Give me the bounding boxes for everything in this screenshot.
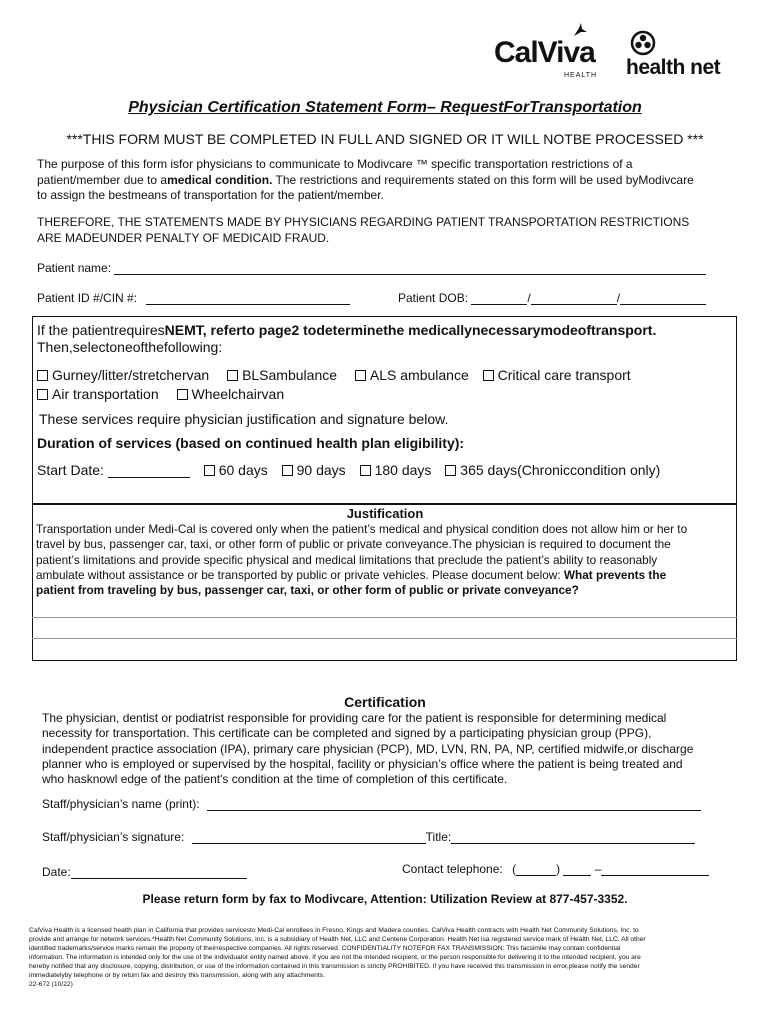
staff-signature-field[interactable] [192, 831, 426, 844]
checkbox[interactable] [227, 370, 238, 381]
patient-name-row [37, 261, 706, 275]
title-field[interactable] [451, 831, 695, 844]
phone-number-field[interactable] [601, 863, 709, 876]
calviva-subtext: HEALTH [564, 72, 598, 79]
staff-signature-row [42, 830, 695, 844]
patient-name-label: Patient name: [37, 261, 112, 275]
option-als-ambulance[interactable]: ALS ambulance [355, 367, 469, 383]
patient-id-field[interactable] [146, 292, 350, 305]
dob-month-field[interactable] [471, 292, 527, 305]
staff-signature-label: Staff/physician’s signature: [42, 830, 185, 844]
checkbox[interactable] [204, 465, 215, 476]
checkbox[interactable] [445, 465, 456, 476]
healthnet-wordmark: health net [626, 56, 721, 79]
services-note: These services require physician justification and signature below. [39, 411, 449, 427]
option-bls-ambulance[interactable]: BLSambulance [227, 367, 337, 383]
start-date-label: Start Date: [37, 462, 104, 478]
start-date-field[interactable] [108, 463, 190, 478]
checkbox[interactable] [282, 465, 293, 476]
nemt-instruction: If the patientrequiresNEMT, referto page2 todeterminethe medicallynecessarymodeoftransport. [37, 322, 657, 338]
justification-line-1[interactable] [32, 617, 737, 618]
option-gurney[interactable]: Gurney/litter/stretchervan [37, 367, 209, 383]
staff-name-field[interactable] [207, 798, 701, 811]
option-wheelchair-van[interactable]: Wheelchairvan [177, 386, 285, 402]
duration-heading: Duration of services (based on continued health plan eligibility): [37, 435, 465, 451]
calviva-wordmark: CalViva [494, 36, 595, 69]
patient-dob-label: Patient DOB: [398, 291, 469, 305]
title-label: Title: [425, 830, 452, 844]
healthnet-emblem-icon [630, 30, 656, 56]
transport-options-row1 [37, 367, 631, 383]
patient-id-row [37, 291, 350, 305]
duration-90[interactable]: 90 days [282, 462, 346, 478]
checkbox[interactable] [360, 465, 371, 476]
date-row [42, 865, 247, 879]
transport-options-row2 [37, 386, 284, 402]
start-date-row [37, 462, 660, 478]
checkbox[interactable] [355, 370, 366, 381]
calviva-logo [494, 22, 612, 82]
option-air-transport[interactable]: Air transportation [37, 386, 159, 402]
form-title: Physician Certification Statement Form– RequestForTransportation [128, 99, 642, 116]
area-code-field[interactable] [516, 863, 556, 876]
checkbox[interactable] [37, 389, 48, 400]
checkbox[interactable] [483, 370, 494, 381]
dob-day-field[interactable] [531, 292, 617, 305]
certification-heading: Certification [344, 694, 426, 710]
date-field[interactable] [71, 866, 247, 879]
patient-name-field[interactable] [114, 262, 706, 275]
justification-line-2[interactable] [32, 638, 737, 639]
staff-name-row [42, 797, 701, 811]
date-label: Date: [42, 865, 71, 879]
duration-180[interactable]: 180 days [360, 462, 432, 478]
duration-365[interactable]: 365 days(Chroniccondition only) [445, 462, 660, 478]
form-code: 22-672 (10/22) [29, 981, 73, 988]
patient-id-label: Patient ID #/CIN #: [37, 291, 138, 305]
staff-name-label: Staff/physician’s name (print): [42, 797, 200, 811]
fraud-notice: THEREFORE, THE STATEMENTS MADE BY PHYSICIANS REGARDING PATIENT TRANSPORTATION RESTRICTIONS ARE MADEUNDER PENALTY OF MEDICAID FRAUD. [37, 215, 690, 245]
duration-60[interactable]: 60 days [204, 462, 268, 478]
certification-text: The physician, dentist or podiatrist responsible for providing care for the patient is responsible for determining medical necessity for transportation. This certificate can be completed and signed by a participating physician group (PPG), independent practice association (IPA), primary care physician (PCP), MD, LVN, RN, PA, NP, certified midwife,or discharge planner who is employed or supervised by the hospital, facility or physician’s office where the patient is being treated and who hasknowl edge of the patient's condition at the time of completion of this certificate. [42, 711, 694, 787]
telephone-row: Contact telephone: ( ) – [402, 862, 709, 876]
intro-paragraph: The purpose of this form isfor physicians to communicate to Modivcare ™ specific transportation restrictions of a patient/member due to amedical condition. The restrictions and requirements stated on this form will be used byModivcare to assign the bestmeans of transportation for the patient/member. [37, 157, 694, 202]
checkbox[interactable] [177, 389, 188, 400]
checkbox[interactable] [37, 370, 48, 381]
justification-heading: Justification [346, 506, 424, 521]
phone-prefix-field[interactable] [563, 863, 591, 876]
patient-dob-row: Patient DOB: / / [398, 291, 706, 305]
footer-disclaimer: CalViva Health is a licensed health plan in California that provides servicesto Medi-Cal enrollees in Fresno, Kings and Madera counties. CalViva Health contracts with Health Net Community Solutions, Inc. to provide and arrange for network services.*Health Net Community Solutions, Inc. is a subsidiary of Health Net, LLC and Centene Corporation. Health Net isa registered service mark of Health Net, LLC. All other identified trademarks/service marks remain the property of theirrespective companies. All rights reserved. CONFIDENTIALITY NOTEFOR FAX TRANSMISSION: This facsimile may contain confidential information. The information is intended only for the use of the individualor entity named above. If you are not the intended recipient, or the person responsible for delivering it to the intended recipient, you are hereby notified that any disclosure, copying, distribution, or use of the information contained in this transmission is strictly PROHIBITED. If you have received this transmission in error,please notify the sender immediatelyby telephone or by return fax and destroy this transmission, along with any attachments. 22-672 (10/22) [29, 926, 741, 989]
option-critical-care[interactable]: Critical care transport [483, 367, 631, 383]
completion-warning: ***THIS FORM MUST BE COMPLETED IN FULL AND SIGNED OR IT WILL NOTBE PROCESSED *** [66, 131, 704, 147]
healthnet-logo [622, 30, 722, 82]
telephone-label: Contact telephone: [402, 862, 503, 876]
select-instruction: Then,selectoneofthefollowing: [37, 339, 223, 355]
return-instructions: Please return form by fax to Modivcare, Attention: Utilization Review at 877-457-3352. [142, 892, 628, 906]
justification-text: Transportation under Medi-Cal is covered only when the patient’s medical and physical condition does not allow him or her to travel by bus, passenger car, taxi, or other form of public or private conveyance.The physician is required to document the patient’s limitations and provide specific physical and medical limitations that preclude the patient’s ability to reasonably ambulate without assistance or be transported by public or private vehicles. Please document below: What prevents the patient from traveling by bus, passenger car, taxi, or other form of public or private conveyance? [36, 522, 688, 598]
dob-year-field[interactable] [620, 292, 706, 305]
